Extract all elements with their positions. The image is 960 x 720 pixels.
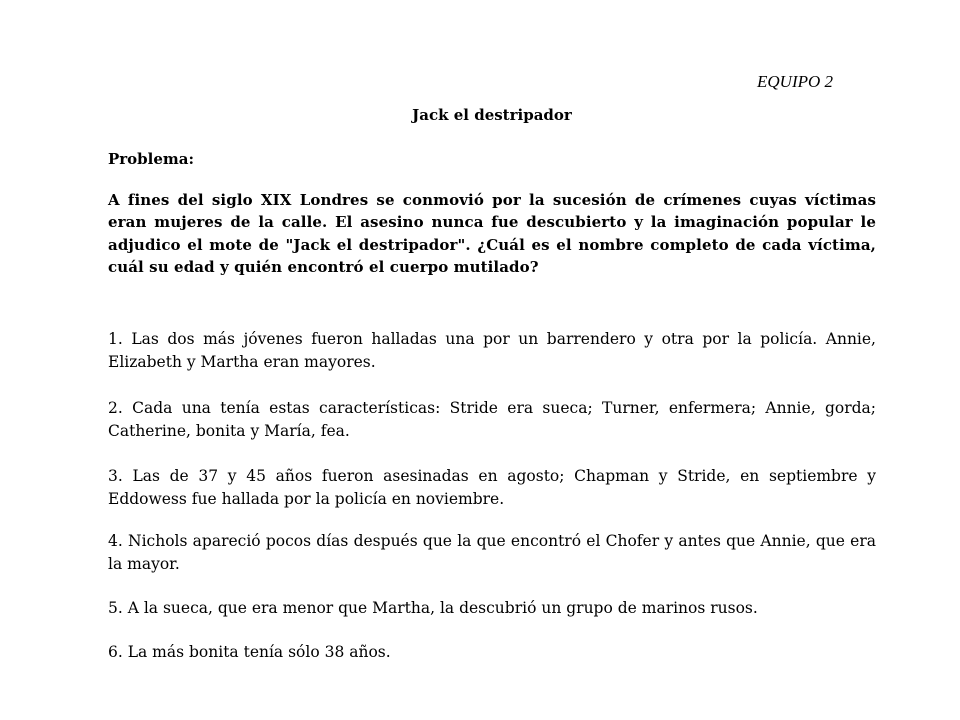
- clue-2: 2. Cada una tenía estas características: Stride era sueca; Turner, enfermera; Annie, gorda; Catherine, bonita y María, fea.: [108, 399, 876, 440]
- clue-1: 1. Las dos más jóvenes fueron halladas una por un barrendero y otra por la policía. Annie, Elizabeth y Martha eran mayores.: [108, 330, 876, 371]
- page-title: Jack el destripador: [412, 106, 572, 124]
- clue-5: 5. A la sueca, que era menor que Martha, la descubrió un grupo de marinos rusos.: [108, 599, 758, 617]
- clue-3: 3. Las de 37 y 45 años fueron asesinadas en agosto; Chapman y Stride, en septiembre y Eddowess fue hallada por la policía en noviembre.: [108, 467, 876, 508]
- team-label: EQUIPO 2: [757, 72, 834, 91]
- clue-4: 4. Nichols apareció pocos días después que la que encontró el Chofer y antes que Annie, que era la mayor.: [108, 532, 876, 573]
- problem-heading: Problema:: [108, 150, 195, 168]
- clue-6: 6. La más bonita tenía sólo 38 años.: [108, 643, 391, 661]
- problem-statement: A fines del siglo XIX Londres se conmovió por la sucesión de crímenes cuyas víctimas eran mujeres de la calle. El asesino nunca fue descubierto y la imaginación popular le adjudico el mote de "Jack el destripador". ¿Cuál es el nombre completo de cada víctima, cuál su edad y quién encontró el cuerpo mutilado?: [108, 191, 876, 276]
